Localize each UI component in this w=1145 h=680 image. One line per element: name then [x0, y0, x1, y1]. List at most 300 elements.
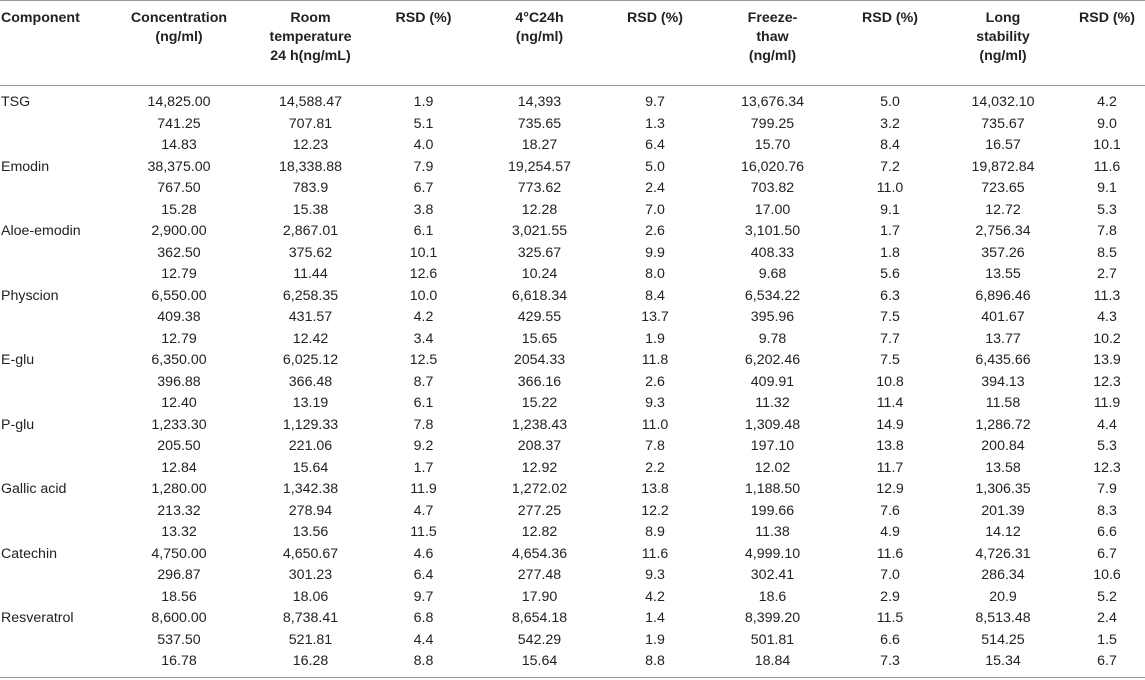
value-cell: 6,896.46 — [975, 287, 1031, 304]
value-cell: 278.94 — [288, 502, 333, 519]
value-cell: 6.6 — [880, 631, 900, 648]
value-cell: 15.64 — [292, 459, 329, 476]
value-cell: 408.33 — [750, 244, 795, 261]
value-cell: 11.9 — [1093, 395, 1121, 411]
value-cell: 12.82 — [521, 524, 558, 540]
value-cell: 277.48 — [517, 567, 562, 583]
value-cell: 277.25 — [517, 502, 562, 519]
value-cell: 9.1 — [880, 201, 900, 218]
component-cell: P-glu — [1, 416, 35, 433]
component-cell — [0, 178, 113, 200]
value-cell: 9.3 — [645, 567, 665, 583]
value-cell: 429.55 — [517, 309, 562, 325]
value-cell: 12.6 — [409, 266, 438, 282]
value-cell: 12.28 — [521, 201, 558, 218]
value-cell: 1,238.43 — [511, 416, 568, 433]
value-cell: 13.58 — [985, 459, 1021, 476]
value-cell: 16.57 — [985, 137, 1021, 153]
value-cell: 6.1 — [413, 223, 434, 239]
table-body — [0, 86, 1145, 673]
value-cell: 8.3 — [1097, 502, 1117, 519]
value-cell: 12.84 — [161, 459, 197, 476]
value-cell: 1.7 — [880, 223, 900, 239]
value-cell: 1,342.38 — [282, 481, 339, 497]
value-cell: 8,399.20 — [744, 610, 801, 626]
value-cell: 12.2 — [641, 502, 669, 519]
value-cell: 375.62 — [288, 244, 333, 261]
component-cell: Gallic acid — [1, 481, 67, 497]
value-cell: 401.67 — [981, 309, 1025, 325]
component-cell — [0, 135, 113, 157]
value-cell: 8.8 — [413, 653, 434, 669]
value-cell: 2.7 — [1097, 266, 1117, 282]
value-cell: 8.4 — [645, 287, 665, 304]
value-cell: 1,188.50 — [744, 481, 801, 497]
value-cell: 6.6 — [1097, 524, 1117, 540]
value-cell: 2.4 — [645, 180, 665, 196]
value-cell: 5.3 — [1097, 438, 1117, 454]
value-cell: 4.9 — [880, 524, 900, 540]
value-cell: 6,202.46 — [744, 352, 801, 368]
value-cell: 11.58 — [985, 395, 1021, 411]
value-cell: 18.6 — [758, 588, 787, 605]
value-cell: 4.2 — [645, 588, 665, 605]
value-cell: 735.67 — [981, 115, 1025, 132]
value-cell: 6.1 — [413, 395, 434, 411]
table-row — [0, 587, 1145, 609]
value-cell: 213.32 — [157, 502, 201, 519]
value-cell: 6,350.00 — [151, 352, 207, 368]
value-cell: 15.70 — [754, 137, 791, 153]
value-cell: 8.4 — [880, 137, 900, 153]
value-cell: 12.23 — [292, 137, 329, 153]
value-cell: 208.37 — [517, 438, 562, 454]
value-cell: 2.6 — [645, 373, 665, 390]
column-header: Room temperature 24 h(ng/mL) — [269, 10, 352, 64]
value-cell: 14,588.47 — [278, 94, 343, 110]
value-cell: 8,654.18 — [511, 610, 568, 626]
value-cell: 7.8 — [1097, 223, 1117, 239]
value-cell: 9.68 — [758, 266, 787, 282]
value-cell: 7.7 — [880, 330, 900, 347]
value-cell: 14.12 — [985, 524, 1021, 540]
value-cell: 13.19 — [292, 395, 329, 411]
value-cell: 501.81 — [750, 631, 795, 648]
column-header: RSD (%) — [862, 10, 918, 26]
value-cell: 11.6 — [1093, 158, 1121, 175]
value-cell: 5.0 — [880, 94, 900, 110]
value-cell: 8,600.00 — [151, 610, 207, 626]
value-cell: 5.1 — [413, 115, 434, 132]
value-cell: 703.82 — [750, 180, 795, 196]
value-cell: 11.7 — [876, 459, 904, 476]
value-cell: 19,872.84 — [971, 158, 1035, 175]
value-cell: 302.41 — [750, 567, 795, 583]
table-bottom-rule — [0, 677, 1145, 678]
value-cell: 6,550.00 — [151, 287, 207, 304]
value-cell: 17.90 — [521, 588, 558, 605]
value-cell: 10.2 — [1093, 330, 1121, 347]
value-cell: 18.06 — [292, 588, 329, 605]
table-row — [0, 307, 1145, 329]
value-cell: 8,738.41 — [282, 610, 339, 626]
column-header: Concentration (ng/ml) — [130, 10, 228, 45]
value-cell: 8.7 — [413, 373, 434, 390]
value-cell: 221.06 — [288, 438, 333, 454]
value-cell: 8.8 — [645, 653, 665, 669]
value-cell: 199.66 — [750, 502, 795, 519]
value-cell: 5.2 — [1097, 588, 1117, 605]
value-cell: 16.78 — [161, 653, 197, 669]
value-cell: 6.7 — [1097, 653, 1117, 669]
table-row — [0, 630, 1145, 652]
value-cell: 15.65 — [521, 330, 558, 347]
value-cell: 11.6 — [641, 545, 669, 562]
value-cell: 11.44 — [293, 266, 328, 282]
value-cell: 6,258.35 — [282, 287, 339, 304]
value-cell: 2,756.34 — [975, 223, 1031, 239]
value-cell: 10.24 — [521, 266, 558, 282]
component-cell: Physcion — [1, 287, 59, 304]
value-cell: 7.5 — [880, 309, 900, 325]
value-cell: 6.3 — [880, 287, 900, 304]
value-cell: 6,435.66 — [975, 352, 1031, 368]
value-cell: 11.0 — [641, 416, 669, 433]
component-cell: E-glu — [1, 352, 35, 368]
component-cell — [0, 114, 113, 136]
value-cell: 2.4 — [1097, 610, 1117, 626]
value-cell: 2.9 — [880, 588, 900, 605]
component-cell: Resveratrol — [1, 610, 74, 626]
value-cell: 7.0 — [880, 567, 900, 583]
table-header — [0, 1, 1145, 86]
value-cell: 9.1 — [1097, 180, 1117, 196]
value-cell: 1.9 — [645, 631, 665, 648]
value-cell: 542.29 — [517, 631, 562, 648]
value-cell: 4,750.00 — [151, 545, 207, 562]
value-cell: 1,309.48 — [744, 416, 801, 433]
value-cell: 2054.33 — [513, 352, 566, 368]
table-row — [0, 157, 1145, 179]
table-row — [0, 372, 1145, 394]
column-header: RSD (%) — [627, 10, 683, 26]
component-cell — [0, 200, 113, 222]
table-row — [0, 243, 1145, 265]
value-cell: 2,867.01 — [282, 223, 339, 239]
value-cell: 1,233.30 — [151, 416, 207, 433]
table-row — [0, 200, 1145, 222]
value-cell: 1.9 — [413, 94, 434, 110]
value-cell: 2,900.00 — [151, 223, 207, 239]
value-cell: 723.65 — [981, 180, 1025, 196]
value-cell: 735.65 — [517, 115, 562, 132]
value-cell: 4.6 — [413, 545, 434, 562]
value-cell: 11.0 — [876, 180, 904, 196]
value-cell: 12.3 — [1093, 459, 1121, 476]
value-cell: 13.32 — [161, 524, 197, 540]
value-cell: 10.6 — [1093, 567, 1121, 583]
value-cell: 8,513.48 — [975, 610, 1031, 626]
value-cell: 12.79 — [161, 330, 197, 347]
value-cell: 12.92 — [521, 459, 558, 476]
value-cell: 5.0 — [645, 158, 665, 175]
value-cell: 6,025.12 — [282, 352, 339, 368]
value-cell: 799.25 — [750, 115, 795, 132]
value-cell: 514.25 — [981, 631, 1025, 648]
value-cell: 12.3 — [1093, 373, 1121, 390]
value-cell: 2.2 — [645, 459, 665, 476]
column-header: RSD (%) — [395, 10, 452, 26]
value-cell: 4,654.36 — [511, 545, 568, 562]
value-cell: 18,338.88 — [278, 158, 343, 175]
value-cell: 409.91 — [750, 373, 795, 390]
value-cell: 197.10 — [750, 438, 795, 454]
value-cell: 409.38 — [157, 309, 201, 325]
value-cell: 14,393 — [517, 94, 562, 110]
value-cell: 7.9 — [413, 158, 434, 175]
value-cell: 18.27 — [521, 137, 558, 153]
component-cell — [0, 458, 113, 480]
value-cell: 4.7 — [413, 502, 434, 519]
value-cell: 9.9 — [645, 244, 665, 261]
value-cell: 7.0 — [645, 201, 665, 218]
value-cell: 200.84 — [981, 438, 1025, 454]
value-cell: 301.23 — [288, 567, 333, 583]
component-cell — [0, 630, 113, 652]
value-cell: 11.3 — [1093, 287, 1121, 304]
value-cell: 6.8 — [413, 610, 434, 626]
value-cell: 12.9 — [876, 481, 904, 497]
value-cell: 6.7 — [413, 180, 434, 196]
component-cell — [0, 565, 113, 587]
value-cell: 4,650.67 — [282, 545, 339, 562]
component-cell: TSG — [1, 94, 31, 110]
value-cell: 12.72 — [985, 201, 1021, 218]
value-cell: 15.22 — [521, 395, 558, 411]
value-cell: 16,020.76 — [740, 158, 805, 175]
value-cell: 20.9 — [989, 588, 1017, 605]
value-cell: 12.02 — [754, 459, 791, 476]
value-cell: 15.28 — [161, 201, 197, 218]
component-cell — [0, 372, 113, 394]
table-row — [0, 221, 1145, 243]
value-cell: 3,101.50 — [744, 223, 801, 239]
column-header: Component — [1, 10, 80, 26]
component-cell — [0, 436, 113, 458]
component-cell: Catechin — [1, 545, 57, 562]
value-cell: 366.48 — [288, 373, 333, 390]
value-cell: 15.34 — [985, 653, 1021, 669]
value-cell: 286.34 — [981, 567, 1025, 583]
column-header: 4°C24h (ng/ml) — [515, 10, 564, 45]
value-cell: 3.8 — [413, 201, 434, 218]
value-cell: 10.1 — [409, 244, 438, 261]
value-cell: 10.0 — [409, 287, 438, 304]
table-row — [0, 92, 1145, 114]
value-cell: 5.3 — [1097, 201, 1117, 218]
value-cell: 9.3 — [645, 395, 665, 411]
value-cell: 6.7 — [1097, 545, 1117, 562]
value-cell: 773.62 — [517, 180, 562, 196]
value-cell: 15.64 — [521, 653, 558, 669]
table-row — [0, 458, 1145, 480]
value-cell: 6.4 — [413, 567, 434, 583]
value-cell: 366.16 — [517, 373, 562, 390]
column-header: Long stability (ng/ml) — [976, 10, 1030, 64]
value-cell: 5.6 — [880, 266, 900, 282]
column-header: Freeze- thaw (ng/ml) — [747, 10, 798, 64]
value-cell: 1,306.35 — [975, 481, 1031, 497]
value-cell: 14.83 — [161, 137, 197, 153]
value-cell: 4.4 — [1097, 416, 1117, 433]
component-cell — [0, 501, 113, 523]
value-cell: 4,999.10 — [744, 545, 801, 562]
value-cell: 4,726.31 — [975, 545, 1031, 562]
table-row — [0, 135, 1145, 157]
value-cell: 396.88 — [157, 373, 201, 390]
value-cell: 4.3 — [1097, 309, 1117, 325]
value-cell: 4.2 — [413, 309, 434, 325]
value-cell: 1.7 — [413, 459, 434, 476]
component-cell — [0, 307, 113, 329]
value-cell: 11.6 — [876, 545, 904, 562]
value-cell: 16.28 — [292, 653, 329, 669]
component-cell — [0, 522, 113, 544]
value-cell: 7.8 — [645, 438, 665, 454]
value-cell: 11.38 — [755, 524, 790, 540]
value-cell: 1.5 — [1097, 631, 1117, 648]
value-cell: 7.6 — [880, 502, 900, 519]
table-row — [0, 350, 1145, 372]
value-cell: 18.84 — [754, 653, 791, 669]
value-cell: 14,032.10 — [971, 94, 1035, 110]
value-cell: 11.9 — [410, 481, 437, 497]
value-cell: 12.79 — [161, 266, 197, 282]
value-cell: 4.0 — [413, 137, 434, 153]
value-cell: 741.25 — [157, 115, 201, 132]
value-cell: 13.55 — [985, 266, 1021, 282]
value-cell: 1,286.72 — [975, 416, 1031, 433]
value-cell: 11.32 — [755, 395, 790, 411]
value-cell: 6,534.22 — [744, 287, 801, 304]
value-cell: 13.9 — [1093, 352, 1121, 368]
value-cell: 1.9 — [645, 330, 665, 347]
table-row — [0, 114, 1145, 136]
value-cell: 1.3 — [645, 115, 665, 132]
table-row — [0, 651, 1145, 673]
value-cell: 7.9 — [1097, 481, 1117, 497]
value-cell: 14,825.00 — [147, 94, 211, 110]
value-cell: 767.50 — [157, 180, 201, 196]
value-cell: 325.67 — [517, 244, 562, 261]
component-cell — [0, 329, 113, 351]
component-cell: Aloe-emodin — [1, 223, 81, 239]
value-cell: 362.50 — [157, 244, 201, 261]
component-cell — [0, 651, 113, 673]
value-cell: 9.7 — [645, 94, 665, 110]
table-row — [0, 415, 1145, 437]
value-cell: 537.50 — [157, 631, 201, 648]
value-cell: 15.38 — [292, 201, 329, 218]
table-row — [0, 178, 1145, 200]
value-cell: 13.7 — [641, 309, 669, 325]
value-cell: 6,618.34 — [511, 287, 568, 304]
value-cell: 9.0 — [1097, 115, 1117, 132]
value-cell: 395.96 — [750, 309, 795, 325]
value-cell: 11.4 — [876, 395, 904, 411]
value-cell: 17.00 — [754, 201, 791, 218]
table-row — [0, 286, 1145, 308]
component-cell: Emodin — [1, 158, 50, 175]
value-cell: 431.57 — [288, 309, 333, 325]
value-cell: 13.8 — [876, 438, 904, 454]
value-cell: 7.2 — [880, 158, 900, 175]
value-cell: 7.3 — [880, 653, 900, 669]
value-cell: 1,280.00 — [151, 481, 207, 497]
value-cell: 1,129.33 — [282, 416, 339, 433]
value-cell: 7.8 — [413, 416, 434, 433]
value-cell: 201.39 — [981, 502, 1025, 519]
table-row — [0, 479, 1145, 501]
value-cell: 3,021.55 — [511, 223, 568, 239]
value-cell: 12.40 — [161, 395, 197, 411]
value-cell: 14.9 — [876, 416, 904, 433]
value-cell: 3.4 — [413, 330, 434, 347]
value-cell: 1.8 — [880, 244, 900, 261]
value-cell: 707.81 — [288, 115, 333, 132]
header-row — [0, 1, 1145, 86]
table-row — [0, 436, 1145, 458]
value-cell: 6.4 — [645, 137, 665, 153]
component-cell — [0, 264, 113, 286]
table-row — [0, 565, 1145, 587]
value-cell: 783.9 — [292, 180, 329, 196]
value-cell: 394.13 — [981, 373, 1025, 390]
value-cell: 7.5 — [880, 352, 900, 368]
value-cell: 8.9 — [645, 524, 665, 540]
value-cell: 2.6 — [645, 223, 665, 239]
value-cell: 11.5 — [410, 524, 437, 540]
value-cell: 10.8 — [876, 373, 904, 390]
value-cell: 9.2 — [413, 438, 434, 454]
value-cell: 11.8 — [641, 352, 669, 368]
component-cell — [0, 587, 113, 609]
value-cell: 3.2 — [880, 115, 900, 132]
table-row — [0, 264, 1145, 286]
value-cell: 13.77 — [985, 330, 1021, 347]
value-cell: 8.0 — [645, 266, 665, 282]
value-cell: 13.56 — [292, 524, 329, 540]
table-row — [0, 608, 1145, 630]
table-row — [0, 522, 1145, 544]
table-row — [0, 329, 1145, 351]
component-cell — [0, 243, 113, 265]
value-cell: 1,272.02 — [511, 481, 568, 497]
value-cell: 12.5 — [409, 352, 438, 368]
value-cell: 1.4 — [645, 610, 665, 626]
component-cell — [0, 393, 113, 415]
value-cell: 4.4 — [413, 631, 434, 648]
value-cell: 10.1 — [1093, 137, 1121, 153]
table-row — [0, 501, 1145, 523]
value-cell: 13,676.34 — [740, 94, 805, 110]
column-header: RSD (%) — [1079, 10, 1135, 26]
value-cell: 13.8 — [641, 481, 669, 497]
value-cell: 12.42 — [292, 330, 329, 347]
value-cell: 8.5 — [1097, 244, 1117, 261]
value-cell: 9.7 — [413, 588, 434, 605]
value-cell: 357.26 — [981, 244, 1025, 261]
